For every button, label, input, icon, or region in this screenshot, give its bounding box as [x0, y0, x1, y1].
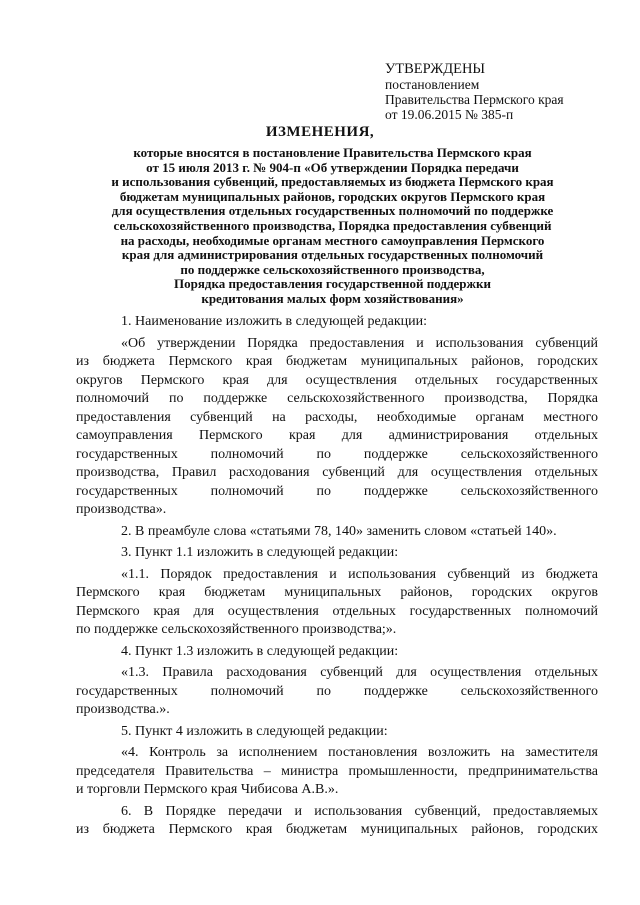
body-line: председателя Правительства – министра промышленности, предпринимательства — [76, 763, 598, 779]
body-line: из бюджета Пермского края бюджетам муниципальных районов, городских — [76, 822, 598, 837]
document-title: ИЗМЕНЕНИЯ, — [265, 124, 375, 140]
body-line: самоуправления Пермского края для администрирования отдельных — [76, 428, 598, 443]
body-line: «1.1. Порядок предоставления и использования субвенций из бюджета — [121, 566, 598, 582]
body-line: производства.». — [76, 702, 170, 717]
document-subtitle — [70, 146, 595, 307]
body-line: 3. Пункт 1.1 изложить в следующей редакции: — [121, 545, 399, 560]
body-line: 5. Пункт 4 изложить в следующей редакции: — [121, 723, 388, 739]
body-line: производства, Правил расходования субвенций для осуществления отдельных — [76, 465, 598, 480]
subtitle-line: края для администрирования отдельных государственных полномочий — [121, 247, 544, 263]
subtitle-line: от 15 июля 2013 г. № 904-п «Об утверждении Порядка передачи — [146, 159, 519, 175]
body-line: «1.3. Правила расходования субвенций для осуществления отдельных — [121, 665, 598, 680]
body-line: округов Пермского края для осуществления отдельных государственных — [76, 372, 598, 388]
body-line: 6. В Порядке передачи и использования субвенций, предоставляемых — [121, 803, 598, 819]
body-line: предоставления субвенций на расходы, необходимые органам местного — [76, 409, 598, 425]
subtitle-line: кредитования малых форм хозяйствования» — [201, 290, 464, 306]
approval-stamp — [385, 62, 625, 122]
body-line: «Об утверждении Порядка предоставления и использования субвенций — [121, 335, 598, 351]
body-line: государственных полномочий по поддержке сельскохозяйственного — [76, 483, 598, 499]
body-line: государственных полномочий по поддержке сельскохозяйственного — [76, 683, 598, 699]
subtitle-line: для осуществления отдельных государственных полномочий по поддержке — [111, 203, 554, 219]
body-line: полномочий по поддержке сельскохозяйственного производства, Порядка — [76, 391, 598, 406]
body-line: и торговли Пермского края Чибисова А.В.». — [76, 782, 339, 797]
subtitle-line: Порядка предоставления государственной поддержки — [174, 276, 491, 292]
approval-heading: УТВЕРЖДЕНЫ — [385, 61, 486, 77]
body-line: Пермского края для осуществления отдельных государственных полномочий — [76, 603, 598, 619]
subtitle-line: и использования субвенций, предоставляемых из бюджета Пермского края — [111, 174, 554, 190]
body-line: из бюджета Пермского края бюджетам муниципальных районов, городских — [76, 354, 598, 369]
body-line: «4. Контроль за исполнением постановления возложить на заместителя — [121, 745, 598, 760]
subtitle-line: на расходы, необходимые органам местного самоуправления Пермского — [120, 232, 545, 248]
body-line: государственных полномочий по поддержке сельскохозяйственного — [76, 446, 598, 462]
subtitle-line: которые вносятся в постановление Правительства Пермского края — [133, 145, 532, 160]
approval-date: от 19.06.2015 № 385-п — [385, 107, 514, 122]
body-line: Пермского края бюджетам муниципальных районов, городских округов — [76, 585, 598, 600]
subtitle-line: сельскохозяйственного производства, Порядка предоставления субвенций — [113, 217, 552, 233]
subtitle-line: по поддержке сельскохозяйственного производства, — [180, 261, 485, 277]
approval-line: постановлением — [385, 77, 480, 92]
body-line: 1. Наименование изложить в следующей редакции: — [121, 314, 427, 329]
subtitle-line: бюджетам муниципальных районов, городских округов Пермского края — [119, 188, 546, 204]
body-line: 2. В преамбуле слова «статьями 78, 140» заменить словом «статьей 140». — [121, 523, 557, 539]
body-line: 4. Пункт 1.3 изложить в следующей редакции: — [121, 643, 399, 659]
approval-line: Правительства Пермского края — [385, 92, 564, 107]
body-line: по поддержке сельскохозяйственного производства;». — [76, 622, 397, 637]
document-body — [76, 313, 598, 840]
body-line: производства». — [76, 502, 167, 517]
